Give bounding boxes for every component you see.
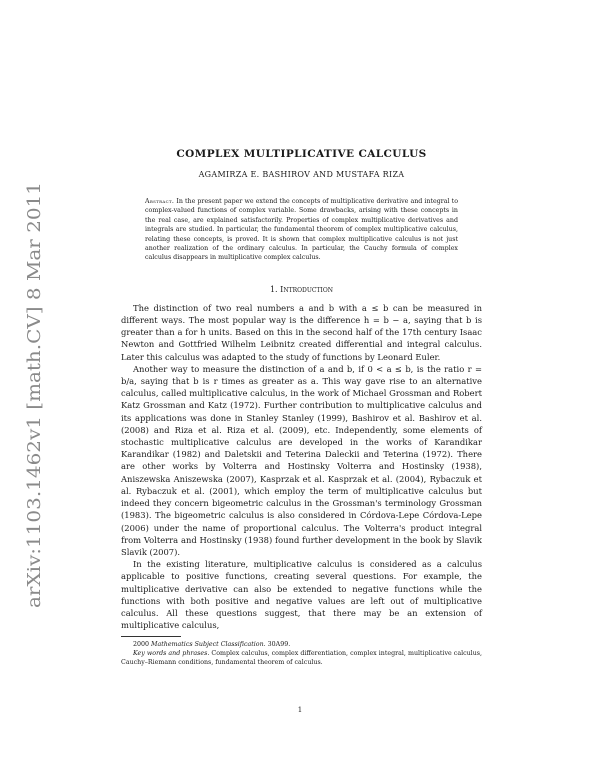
paper-authors: AGAMIRZA E. BASHIROV AND MUSTAFA RIZA [198,170,405,179]
footnote-keywords [121,650,482,667]
intro-paragraph-3: In the existing literature, multiplicative calculus is considered as a calculus applicable to positive functions, creating several questions. For example, the multiplicative derivative can also be extended to negative functions while the functions with both positive and negative values are left out of multiplicative calculus. All these questions suggest, that there may be an extension of multiplicative calculus, [121,559,482,631]
section-name: Introduction [280,284,334,294]
msc-value: 30A99. [265,641,291,649]
paper-page [121,148,482,667]
section-number: 1. [269,284,281,294]
msc-label: Mathematics Subject Classification. [151,641,266,649]
paper-title: COMPLEX MULTIPLICATIVE CALCULUS [176,148,427,160]
msc-prefix: 2000 [133,641,152,649]
footnote-msc [121,641,482,650]
arxiv-side-stamp [12,180,52,610]
footnote-divider [121,636,181,637]
keywords-label: Key words and phrases. [133,649,210,657]
intro-paragraph-1: The distinction of two real numbers a and b with a ≤ b can be measured in different ways. The most popular way is the difference h = b − a, saying that b is greater than a for h units. Based on this in the second half of the 17th century Isaac Newton and Gottfried Wilhelm Leibnitz created differential and integral calculus. Later this calculus was adapted to the study of functions by Leonard Euler. [121,302,482,362]
intro-paragraph-2: Another way to measure the distinction of a and b, if 0 < a ≤ b, is the ratio r = b/a, saying that b is r times as greater as a. This way gave rise to an alternative calculus, called multiplicative calculus, in the work of Michael Grossman and Robert Katz Grossman and Katz (1972). Further contribution to multiplicative calculus and its applications was done in Stanley Stanley (1999), Bashirov et al. Bashirov et al. (2008) and Riza et al. Riza et al. (2009), etc. Independently, some elements of stochastic multiplicative calculus are developed in the works of Karandikar Karandikar (1982) and Daletskii and Teterina Daleckii and Teterina (1972). There are other works by Volterra and Hostinsky Volterra and Hostinsky (1938), Aniszewska Aniszewska (2007), Kasprzak et al. Kasprzak et al. (2004), Rybaczuk et al. Rybaczuk et al. (2001), which employ the term of multiplicative calculus but indeed they concern bigeometric calculus in the Grossman's terminology Grossman (1983). The bigeometric calculus is also considered in Córdova-Lepe Córdova-Lepe (2006) under the name of proportional calculus. The Volterra's product integral from Volterra and Hostinsky (1938) found further development in the book by Slavik Slavik (2007). [121,363,482,557]
keywords-value: Complex calculus, complex differentiation, complex integral, multiplicative calculus, Cauchy–Riemann conditions, fundamental theorem of calculus. [121,649,482,666]
arxiv-stamp-svg [12,180,52,610]
abstract [145,197,458,263]
section-heading [121,285,482,294]
page-number: 1 [297,706,303,714]
arxiv-stamp-text: arXiv:1103.1462v1 [math.CV] 8 Mar 2011 [25,234,45,608]
abstract-body: In the present paper we extend the concepts of multiplicative derivative and integral to complex-valued functions of complex variable. Some drawbacks, arising with these concepts in the real case, are explained satisfactorily. Properties of complex multiplicative derivatives and integrals are studied. In particular, the fundamental theorem of complex multiplicative calculus, relating these concepts, is proved. It is shown that complex multiplicative calculus is not just another realization of the ordinary calculus. In particular, the Cauchy formula of complex calculus disappears in multiplicative complex calculus. [145,198,458,262]
abstract-heading: Abstract. [145,198,175,205]
